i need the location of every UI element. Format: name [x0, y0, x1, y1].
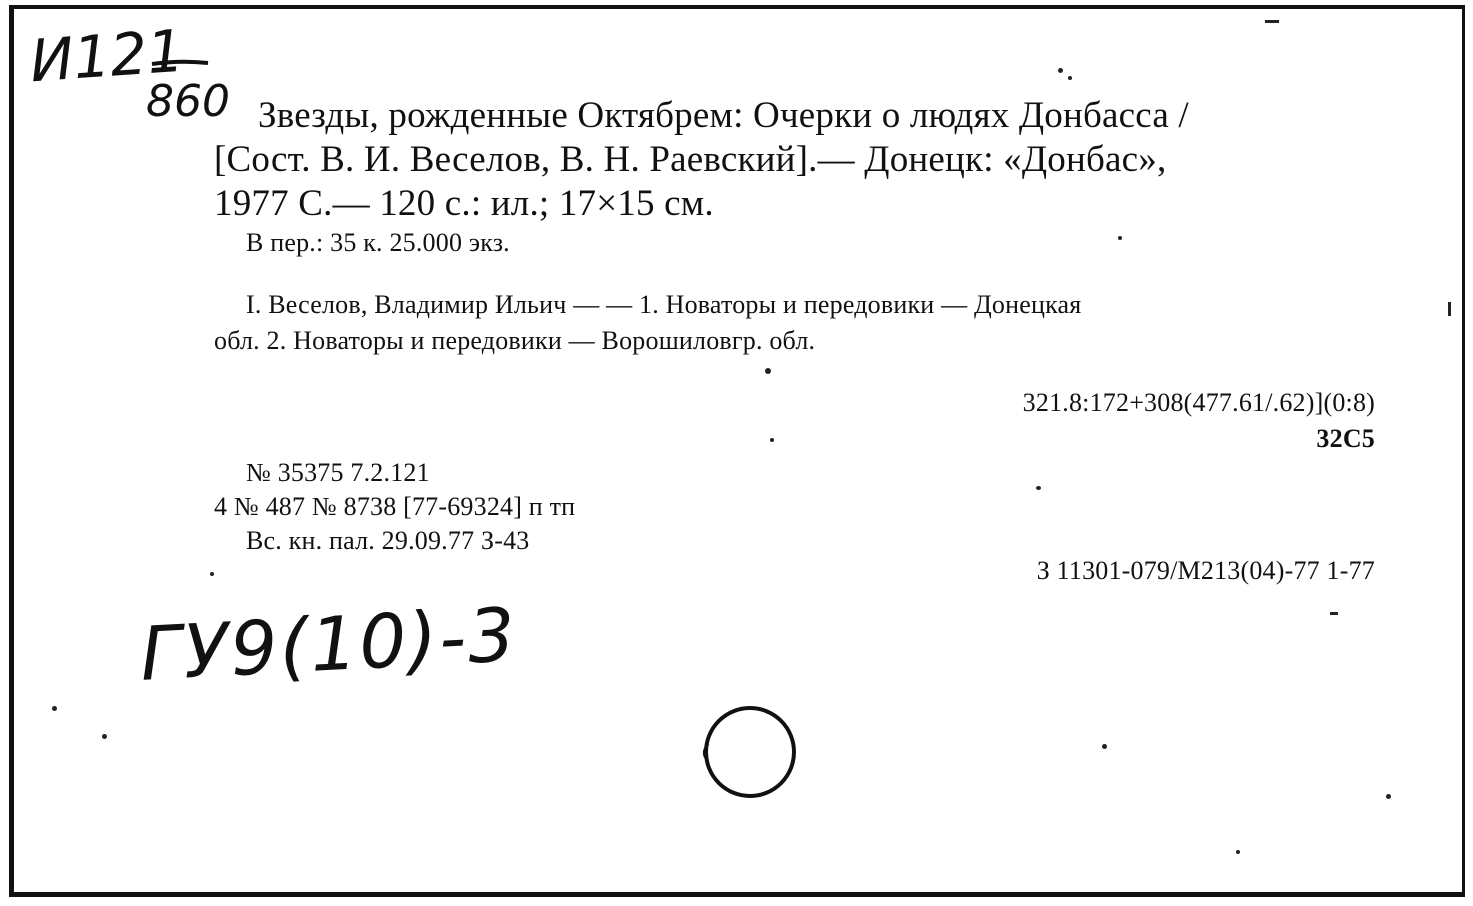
scan-speck — [1265, 20, 1279, 23]
scan-speck — [1448, 302, 1451, 316]
scan-speck — [1236, 850, 1240, 854]
scan-speck — [1102, 744, 1107, 749]
scan-speck — [1118, 236, 1122, 240]
scan-speck — [210, 572, 214, 576]
inventory-fraction-bar — [150, 58, 210, 70]
scan-speck — [1330, 612, 1338, 615]
scan-speck — [770, 438, 774, 442]
title-line-3: 1977 С.— 120 с.: ил.; 17×15 см. — [214, 183, 714, 224]
subjects-line-1: I. Веселов, Владимир Ильич — — 1. Новаторы и передовики — Донецкая — [246, 290, 1082, 319]
record-number-line: № 35375 7.2.121 — [246, 458, 430, 487]
scan-speck — [765, 368, 771, 374]
scan-speck — [1058, 68, 1063, 73]
scan-speck — [1068, 76, 1072, 80]
handwritten-inventory-number: И121 — [27, 16, 187, 96]
handwritten-inventory-suffix: 860 — [146, 76, 230, 127]
order-line: 4 № 487 № 8738 [77-69324] п тп — [214, 492, 576, 521]
scan-speck — [1386, 794, 1391, 799]
title-line-1: Звезды, рожденные Октябрем: Очерки о людях Донбасса / — [258, 95, 1189, 136]
catalog-index-line: З 11301-079/М213(04)-77 1-77 — [1036, 556, 1375, 585]
bbk-code: 32С5 — [1316, 424, 1375, 453]
scan-speck — [102, 734, 107, 739]
handwritten-shelf-mark: ГУ9(10)-3 — [138, 592, 520, 698]
punch-hole-icon — [686, 700, 806, 810]
book-chamber-line: Вс. кн. пал. 29.09.77 З-43 — [246, 526, 530, 555]
price-line: В пер.: 35 к. 25.000 экз. — [246, 228, 510, 257]
scan-speck — [52, 706, 57, 711]
udc-code: 321.8:172+308(477.61/.62)](0:8) — [1022, 388, 1375, 417]
title-line-2: [Сост. В. И. Веселов, В. Н. Раевский].— Донецк: «Донбас», — [214, 139, 1167, 180]
subjects-line-2: обл. 2. Новаторы и передовики — Ворошиловгр. обл. — [214, 326, 816, 355]
scan-speck — [1036, 486, 1041, 490]
